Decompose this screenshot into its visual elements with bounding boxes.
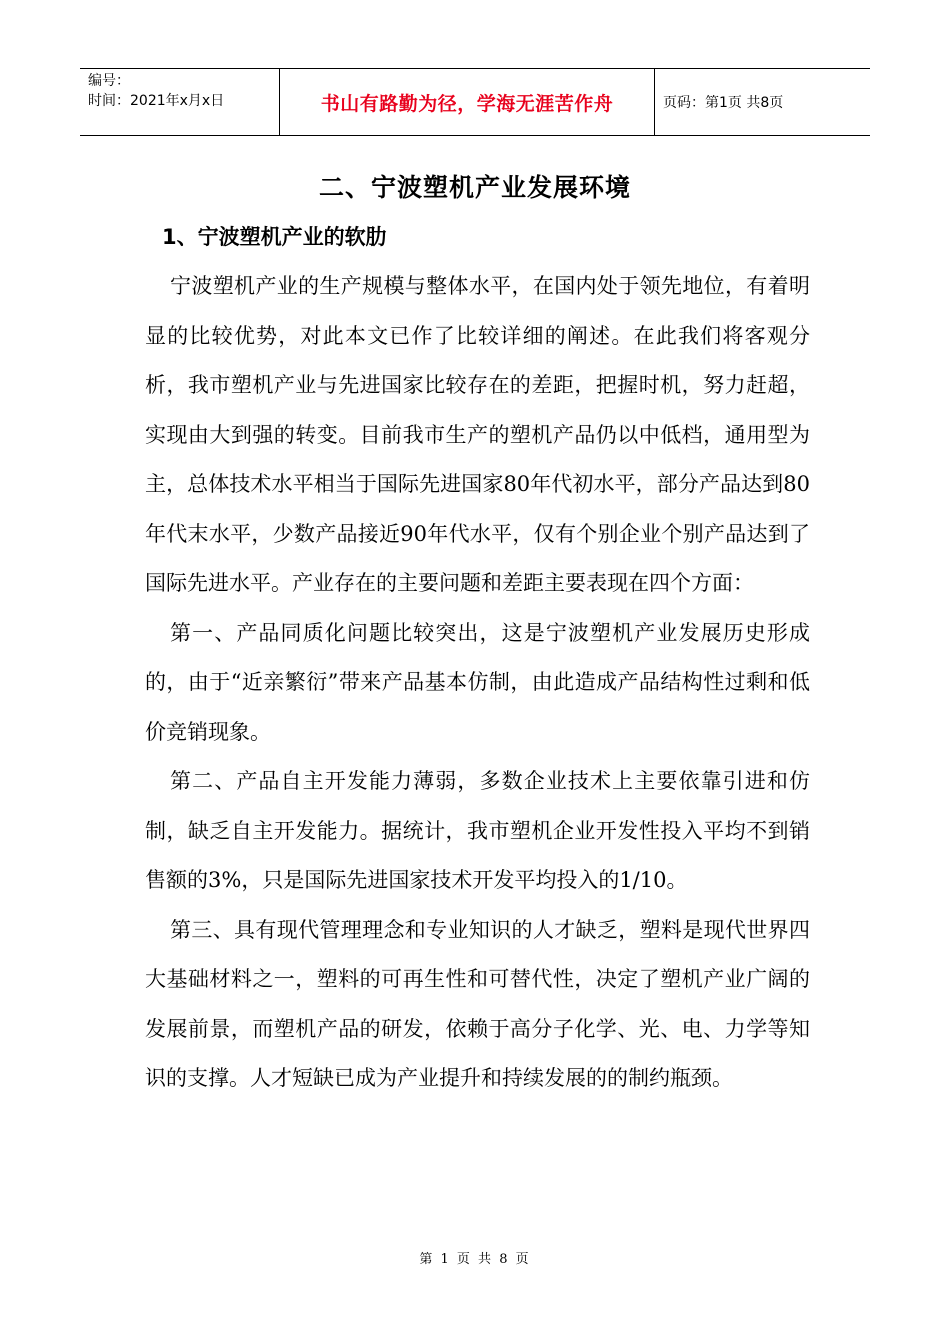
paragraph: 第二、产品自主开发能力薄弱，多数企业技术上主要依靠引进和仿制，缺乏自主开发能力。据统计，我市塑机企业开发性投入平均不到销售额的3%，只是国际先进国家技术开发平均投入的1/10。: [145, 769, 810, 892]
paragraph: 第一、产品同质化问题比较突出，这是宁波塑机产业发展历史形成的，由于“近亲繁衍”带来产品基本仿制，由此造成产品结构性过剩和低价竞销现象。: [145, 620, 810, 744]
document-title: 二、宁波塑机产业发展环境: [318, 173, 631, 202]
header-motto: 书山有路勤为径，学海无涯苦作舟: [280, 69, 655, 135]
document-body: [145, 262, 810, 1104]
paragraph: 宁波塑机产业的生产规模与整体水平，在国内处于领先地位，有着明显的比较优势，对此本文已作了比较详细的阐述。在此我们将客观分析，我市塑机产业与先进国家比较存在的差距，把握时机，努力赶超，实现由大到强的转变。目前我市生产的塑机产品仍以中低档，通用型为主，总体技术水平相当于国际先进国家80年代初水平，部分产品达到80年代末水平，少数产品接近90年代水平，仅有个别企业个别产品达到了国际先进水平。产业存在的主要问题和差距主要表现在四个方面：: [145, 274, 810, 595]
paragraph: 第三、具有现代管理理念和专业知识的人才缺乏，塑料是现代世界四大基础材料之一，塑料的可再生性和可替代性，决定了塑机产业广阔的发展前景，而塑机产品的研发，依赖于高分子化学、光、电、力学等知识的支撑。人才短缺已成为产业提升和持续发展的的制约瓶颈。: [145, 917, 810, 1090]
document-date-label: 时间：2021年x月x日: [88, 93, 225, 109]
header-page-info: 页码：第1页 共8页: [663, 95, 784, 111]
page-footer: 第 1 页 共 8 页: [419, 1252, 531, 1267]
document-number-label: 编号：: [88, 73, 130, 89]
header-meta-cell: [80, 69, 280, 135]
section-heading: 1、宁波塑机产业的软肋: [162, 225, 387, 249]
document-header: [80, 68, 870, 136]
